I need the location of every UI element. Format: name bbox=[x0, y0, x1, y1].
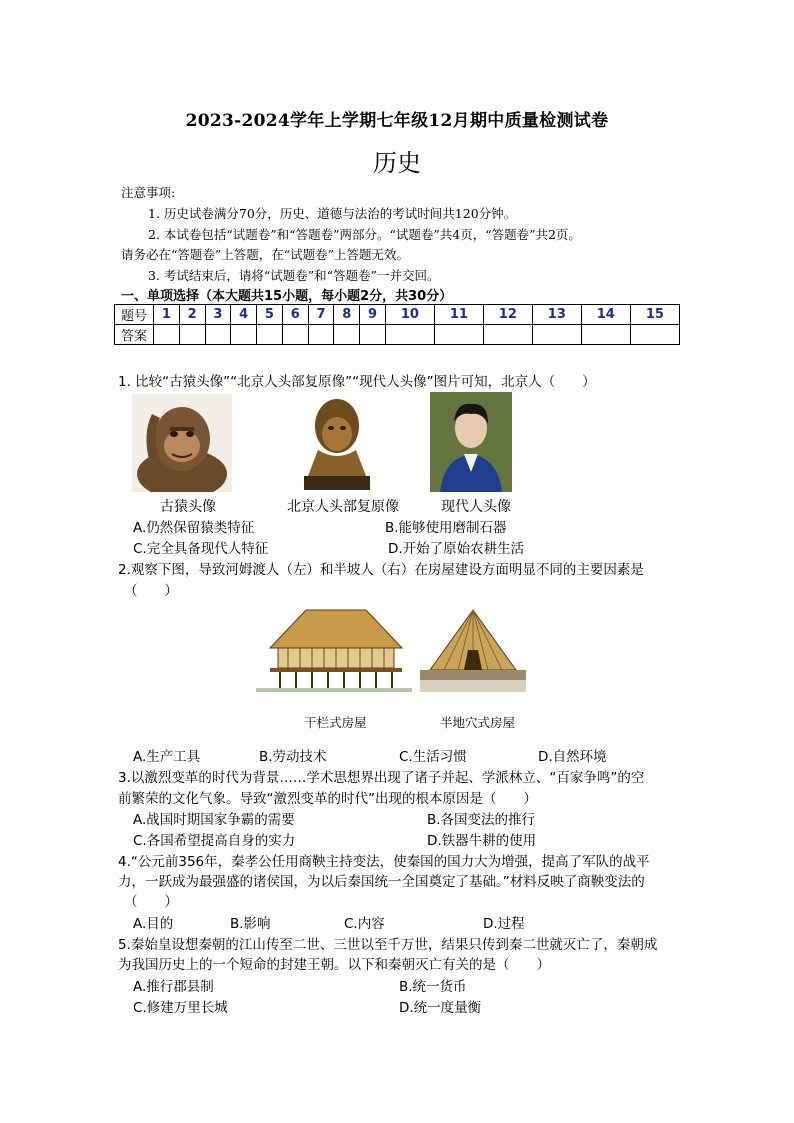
answer-cell[interactable] bbox=[532, 325, 581, 345]
question-number: 12 bbox=[483, 305, 532, 325]
answer-cell[interactable] bbox=[360, 325, 386, 345]
q1-option-b: B.能够使用磨制石器 bbox=[385, 520, 507, 536]
answer-table bbox=[114, 304, 680, 345]
q2-caption-stilt: 干栏式房屋 bbox=[304, 715, 367, 730]
q4-stem-line3: （ ） bbox=[124, 894, 178, 910]
question-number: 1 bbox=[154, 305, 180, 325]
question-number: 14 bbox=[581, 305, 630, 325]
question-number: 13 bbox=[532, 305, 581, 325]
modern-human-image bbox=[430, 392, 512, 492]
question-number: 10 bbox=[385, 305, 434, 325]
q5-option-b: B.统一货币 bbox=[399, 979, 467, 995]
note-item-2: 2. 本试卷包括“试题卷”和“答题卷”两部分。“试题卷”共4页，“答题卷”共2页。 bbox=[148, 227, 581, 242]
q1-caption-modern: 现代人头像 bbox=[441, 499, 511, 515]
q5-option-c: C.修建万里长城 bbox=[133, 1000, 228, 1016]
q2-option-a: A.生产工具 bbox=[133, 749, 201, 765]
row-label-answer: 答案 bbox=[115, 325, 154, 345]
q5-stem-line2: 为我国历史上的一个短命的封建王朝。以下和秦朝灭亡有关的是（ ） bbox=[118, 957, 550, 973]
q1-caption-peking: 北京人头部复原像 bbox=[287, 499, 399, 515]
q1-option-a: A.仍然保留猿类特征 bbox=[133, 520, 255, 536]
notes-heading: 注意事项: bbox=[121, 185, 176, 200]
subject-title: 历史 bbox=[373, 149, 421, 177]
q1-option-d: D.开始了原始农耕生活 bbox=[388, 541, 525, 557]
answer-cell[interactable] bbox=[282, 325, 308, 345]
row-label-number: 题号 bbox=[115, 305, 154, 325]
q2-option-b: B.劳动技术 bbox=[259, 749, 327, 765]
answer-cell[interactable] bbox=[630, 325, 679, 345]
question-number: 6 bbox=[282, 305, 308, 325]
q3-stem-line1: 3.以激烈变革的时代为背景……学术思想界出现了诸子并起、学派林立、“百家争鸣”的空 bbox=[118, 770, 645, 786]
q1-stem: 1. 比较“古猿头像”“北京人头部复原像”“现代人头像”图片可知，北京人（ ） bbox=[118, 374, 596, 390]
answer-cell[interactable] bbox=[483, 325, 532, 345]
answer-cell[interactable] bbox=[308, 325, 334, 345]
q4-option-d: D.过程 bbox=[483, 916, 525, 932]
q3-option-c: C.各国希望提高自身的实力 bbox=[133, 833, 296, 849]
q2-option-c: C.生活习惯 bbox=[399, 749, 467, 765]
answer-cell[interactable] bbox=[231, 325, 257, 345]
q3-option-a: A.战国时期国家争霸的需要 bbox=[133, 812, 295, 828]
answer-cell[interactable] bbox=[434, 325, 483, 345]
question-number: 9 bbox=[360, 305, 386, 325]
question-number: 2 bbox=[179, 305, 205, 325]
ape-head-image bbox=[132, 394, 232, 492]
note-item-3: 3. 考试结束后，请将“试题卷”和“答题卷”一并交回。 bbox=[148, 268, 440, 283]
answer-cell[interactable] bbox=[179, 325, 205, 345]
peking-man-bust-image bbox=[296, 390, 378, 492]
q2-stem-line1: 2.观察下图，导致河姆渡人（左）和半坡人（右）在房屋建设方面明显不同的主要因素是 bbox=[118, 562, 644, 578]
q2-caption-semi: 半地穴式房屋 bbox=[440, 715, 516, 730]
answer-cell[interactable] bbox=[385, 325, 434, 345]
semi-subterranean-house-image bbox=[420, 604, 526, 692]
stilt-house-image bbox=[256, 604, 412, 692]
q5-option-d: D.统一度量衡 bbox=[399, 1000, 482, 1016]
q4-option-b: B.影响 bbox=[230, 916, 271, 932]
q1-option-c: C.完全具备现代人特征 bbox=[133, 541, 269, 557]
question-number: 5 bbox=[257, 305, 283, 325]
note-item-2-cont: 请务必在“答题卷”上答题，在“试题卷”上答题无效。 bbox=[121, 247, 410, 262]
q5-stem-line1: 5.秦始皇设想秦朝的江山传至二世、三世以至千万世，结果只传到秦二世就灭亡了，秦朝成 bbox=[118, 937, 658, 953]
table-row bbox=[115, 325, 680, 345]
answer-cell[interactable] bbox=[257, 325, 283, 345]
question-number: 15 bbox=[630, 305, 679, 325]
q3-option-d: D.铁器牛耕的使用 bbox=[427, 833, 537, 849]
q4-option-c: C.内容 bbox=[344, 916, 385, 932]
question-number: 4 bbox=[231, 305, 257, 325]
note-item-1: 1. 历史试卷满分70分，历史、道德与法治的考试时间共120分钟。 bbox=[148, 206, 517, 221]
q5-option-a: A.推行郡县制 bbox=[133, 979, 214, 995]
exam-title: 2023-2024学年上学期七年级12月期中质量检测试卷 bbox=[185, 111, 609, 131]
q1-caption-ape: 古猿头像 bbox=[160, 499, 216, 515]
answer-cell[interactable] bbox=[334, 325, 360, 345]
q3-option-b: B.各国变法的推行 bbox=[427, 812, 536, 828]
question-number: 7 bbox=[308, 305, 334, 325]
q4-stem-line2: 力，一跃成为最强盛的诸侯国，为以后秦国统一全国奠定了基础。”材料反映了商鞅变法的 bbox=[118, 874, 645, 890]
answer-cell[interactable] bbox=[581, 325, 630, 345]
answer-cell[interactable] bbox=[205, 325, 231, 345]
question-number: 11 bbox=[434, 305, 483, 325]
q4-stem-line1: 4.“公元前356年，秦孝公任用商鞅主持变法，使秦国的国力大为增强，提高了军队的战平 bbox=[118, 854, 650, 870]
q4-option-a: A.目的 bbox=[133, 916, 174, 932]
q2-stem-line2: （ ） bbox=[124, 583, 178, 599]
question-number: 8 bbox=[334, 305, 360, 325]
table-row bbox=[115, 305, 680, 325]
question-number: 3 bbox=[205, 305, 231, 325]
q2-option-d: D.自然环境 bbox=[538, 749, 607, 765]
q3-stem-line2: 前繁荣的文化气象。导致“激烈变革的时代”出现的根本原因是（ ） bbox=[118, 791, 537, 807]
answer-cell[interactable] bbox=[154, 325, 180, 345]
section-heading: 一、单项选择（本大题共15小题，每小题2分，共30分） bbox=[121, 289, 453, 304]
